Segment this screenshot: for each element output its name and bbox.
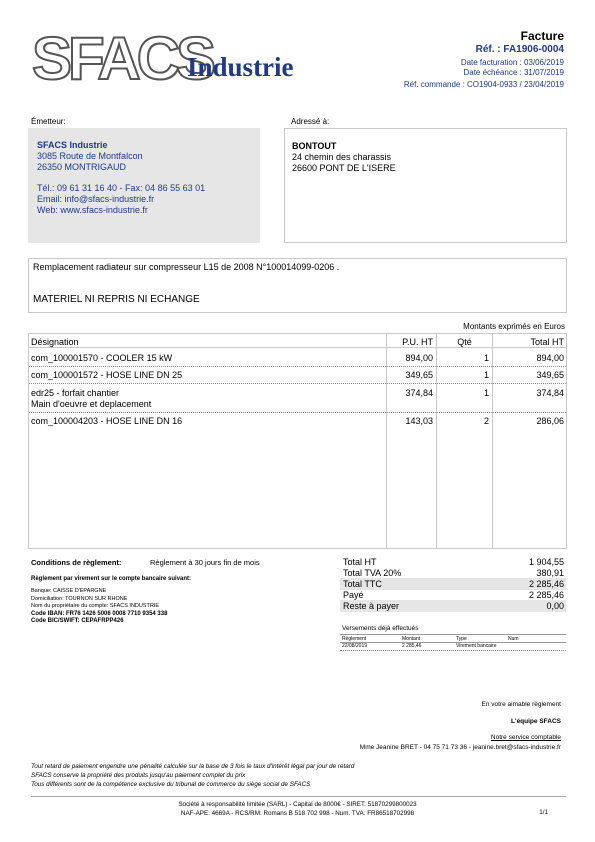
col-total: Total HT bbox=[530, 337, 564, 347]
total-ttc-value: 2 285,46 bbox=[528, 579, 564, 589]
recipient-name: BONTOUT bbox=[292, 141, 337, 151]
page-number: 1/1 bbox=[539, 809, 548, 816]
signature-contact: Mme Jeanine BRET - 04 75 71 73 36 - jeanine.bret@sfacs-industrie.fr bbox=[359, 744, 561, 751]
bank-bic: Code BIC/SWIFT: CEPAFRPP426 bbox=[31, 618, 124, 624]
paid-label: Payé bbox=[343, 590, 364, 600]
row-qty: 1 bbox=[483, 388, 489, 398]
row-pu: 374,84 bbox=[405, 388, 433, 398]
footer-line2: NAF-APE: 4669A - RCS/RM: Romans B 518 702 998 - Num. TVA: FR86518702998 bbox=[180, 810, 415, 817]
payment-type: Virement bancaire bbox=[456, 643, 497, 649]
table-row bbox=[31, 370, 182, 380]
table-row bbox=[31, 353, 172, 363]
notes-box bbox=[28, 258, 567, 313]
total-ht-label: Total HT bbox=[343, 557, 377, 567]
sender-name: SFACS Industrie bbox=[37, 140, 108, 150]
transfer-title: Règlement par virement sur le compte bancaire suivant: bbox=[31, 576, 192, 582]
row-designation: com_100001572 - HOSE LINE DN 25 bbox=[31, 370, 183, 380]
logo-suffix: Industrie bbox=[187, 52, 294, 82]
recipient-heading: Adressé à: bbox=[291, 117, 330, 126]
row-pu: 349,65 bbox=[405, 370, 433, 380]
row-total: 374,84 bbox=[536, 388, 564, 398]
sender-heading: Émetteur: bbox=[31, 117, 66, 126]
invoice-ref: Réf. : FA1906-0004 bbox=[475, 44, 564, 55]
row-qty: 2 bbox=[483, 416, 489, 426]
row-total: 286,06 bbox=[536, 416, 564, 426]
legal-notice bbox=[31, 762, 354, 789]
row-pu: 894,00 bbox=[405, 353, 433, 363]
row-qty: 1 bbox=[483, 370, 489, 380]
legal-line1: Tout retard de paiement engendre une pénalité calculée sur la base de 3 fois le taux d'intérêt légal par jour de retard bbox=[31, 763, 355, 770]
sender-box bbox=[28, 128, 260, 243]
remaining-row bbox=[340, 600, 566, 612]
row-designation: com_100004203 - HOSE LINE DN 16 bbox=[31, 416, 183, 426]
sender-address2: 26350 MONTRIGAUD bbox=[37, 162, 127, 172]
bank-details bbox=[31, 588, 167, 626]
invoice-due-date: Date échéance : 31/07/2019 bbox=[463, 68, 564, 77]
conditions-value: Règlement à 30 jours fin de mois bbox=[150, 558, 260, 567]
payments-col-date: Règlement bbox=[342, 636, 367, 642]
invoice-header bbox=[304, 29, 564, 89]
sender-address1: 3085 Route de Montfalcon bbox=[37, 151, 143, 161]
invoice-title: Facture bbox=[520, 29, 564, 43]
sender-web: Web: www.sfacs-industrie.fr bbox=[37, 205, 148, 215]
row-total: 349,65 bbox=[536, 370, 564, 380]
total-tva-label: Total TVA 20% bbox=[343, 568, 402, 578]
signature-service: Notre service comptable bbox=[490, 734, 561, 741]
table-row bbox=[31, 416, 182, 426]
row-designation: com_100001570 - COOLER 15 kW bbox=[31, 353, 173, 363]
bank-domiciliation: Domiciliation: TOURNON SUR RHONE bbox=[31, 595, 128, 602]
sender-phone: Tél.: 09 61 31 16 40 - Fax: 04 86 55 63 01 bbox=[37, 183, 206, 193]
row-qty: 1 bbox=[483, 353, 489, 363]
bank-iban: Code IBAN: FR76 1426 5006 0008 7710 9354 338 bbox=[31, 610, 168, 617]
bank-owner: Nom du propriétaire du compte: SFACS INDUSTRIE bbox=[31, 603, 160, 609]
order-ref: Réf. commande : CO1904-0933 / 23/04/2019 bbox=[403, 80, 564, 89]
payments-col-num: Num bbox=[508, 636, 519, 642]
sender-email: Email: info@sfacs-industrie.fr bbox=[37, 194, 155, 204]
row-pu: 143,03 bbox=[405, 416, 433, 426]
signature-greeting: En votre aimable règlement bbox=[481, 701, 561, 708]
total-tva-value: 380,91 bbox=[536, 568, 564, 578]
recipient-address2: 26600 PONT DE L'ISERE bbox=[292, 163, 396, 173]
legal-line3: Tous différents sont de la compétence exclusive du tribunal de commerce du siège social de SFACS bbox=[31, 781, 311, 788]
invoice-date: Date facturation : 03/06/2019 bbox=[460, 58, 564, 67]
row-designation-detail: Main d'oeuvre et deplacement bbox=[31, 399, 152, 409]
conditions-label: Conditions de règlement: bbox=[31, 558, 122, 567]
col-pu: P.U. HT bbox=[402, 337, 433, 347]
payments-col-amount: Montant bbox=[402, 636, 421, 642]
payment-amount: 2 285,46 bbox=[402, 643, 422, 649]
signature-team: L'équipe SFACS bbox=[511, 718, 561, 725]
logo-brand: SFACS bbox=[32, 25, 213, 92]
col-qty: Qté bbox=[457, 337, 472, 347]
payment-date: 22/08/2019 bbox=[342, 643, 368, 649]
notes-line1: Remplacement radiateur sur compresseur L15 de 2008 N°100014099-0206 . bbox=[33, 262, 340, 272]
total-ttc-label: Total TTC bbox=[343, 579, 382, 589]
company-logo bbox=[32, 25, 332, 92]
currency-note: Montants exprimés en Euros bbox=[463, 322, 565, 331]
payments-title: Versements déjà effectués bbox=[342, 625, 419, 632]
notes-line2: MATERIEL NI REPRIS NI ECHANGE bbox=[33, 294, 200, 305]
footer bbox=[0, 800, 595, 818]
paid-value: 2 285,46 bbox=[528, 590, 564, 600]
table-row bbox=[31, 388, 151, 410]
row-total: 894,00 bbox=[536, 353, 564, 363]
remaining-value: 0,00 bbox=[546, 601, 564, 611]
payments-col-type: Type bbox=[456, 636, 467, 642]
remaining-label: Reste à payer bbox=[343, 601, 400, 611]
col-designation: Désignation bbox=[31, 337, 79, 347]
recipient-box bbox=[284, 128, 567, 243]
recipient-address1: 24 chemin des charassis bbox=[292, 152, 392, 162]
footer-line1: Société à responsabilité limitée (SARL) - Capital de 8000€ - SIRET: 51870299800023 bbox=[178, 801, 417, 808]
legal-line2: SFACS conserve la propriété des produits jusqu'au paiement complet du prix bbox=[31, 772, 246, 779]
row-designation: edr25 - forfait chantier bbox=[31, 388, 120, 398]
bank-name: Banque: CAISSE D'EPARGNE bbox=[31, 588, 107, 594]
total-ht-value: 1 904,55 bbox=[528, 557, 564, 567]
